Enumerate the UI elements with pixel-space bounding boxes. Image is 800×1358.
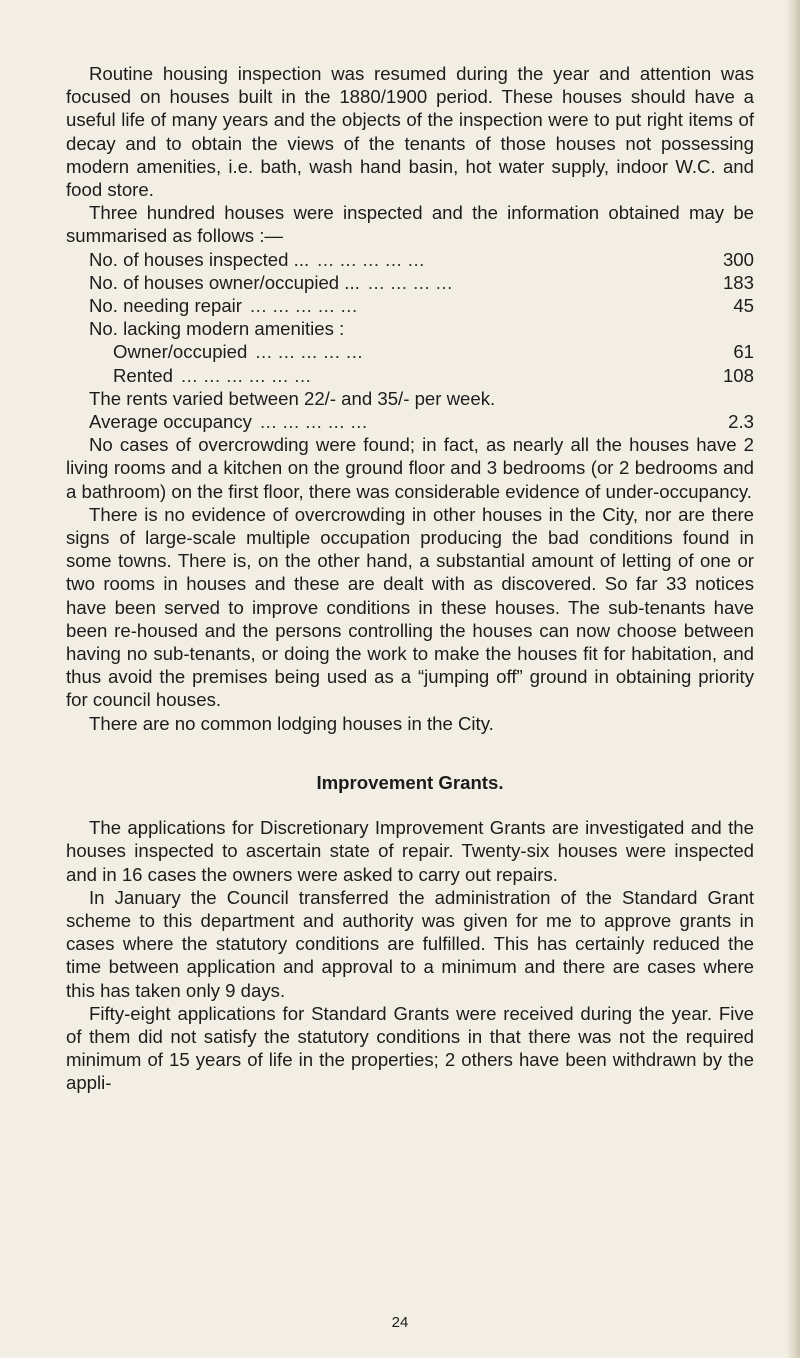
lodging-paragraph: There are no common lodging houses in the City. [89,712,494,734]
stat-value: 300 [722,248,754,270]
grants-paragraph-3: Fifty-eight applications for Standard Grants were received during the year. Five of them did not satisfy the statutory conditions in that there was not the required minimum of 15 years of life in the properties; 2 others have been withdrawn by the appli- [66,1002,754,1094]
leader-dots: ... ... ... ... ... [249,295,358,317]
stat-label: No. lacking modern amenities : [89,318,345,340]
leader-dots: ... ... ... ... [367,271,453,293]
intro-paragraph: Routine housing inspection was resumed during the year and attention was focused on houses built in the 1880/1900 period. These houses should have a useful life of many years and the objects of the inspection were to put right items of decay and to obtain the views of the tenants of those houses not possessing modern amenities, i.e. bath, wash hand basin, hot water supply, indoor W.C. and food store. [66,63,754,201]
stat-label: No. of houses owner/occupied ... [89,271,360,293]
stat-value: 61 [733,341,754,363]
stat-value: 108 [722,364,754,386]
grants-paragraph-2: In January the Council transferred the administration of the Standard Grant scheme to this department and authority was given for me to approve grants in cases where the statutory conditions are fulfilled. This has certainly reduced the time between application and approval to a minimum and there are cases where this has taken only 9 days. [66,886,754,1001]
stat-row-lacking-owner [66,340,754,363]
stat-label: No. needing repair [89,295,242,317]
document-page [66,62,754,1095]
stat-value: 183 [722,271,754,293]
stat-row-lacking-rented [66,364,754,387]
stat-label: The rents varied between 22/- and 35/- per week. [89,387,496,409]
leader-dots: ... ... ... ... ... [255,341,364,363]
stat-value: 2.3 [728,411,754,433]
housing-stats-list [66,248,754,434]
leader-dots: ... ... ... ... ... [259,411,368,433]
leader-dots: ... ... ... ... ... ... [180,364,312,386]
summary-intro: Three hundred houses were inspected and the information obtained may be summarised as follows :— [66,202,754,247]
section-heading: Improvement Grants. [316,771,504,793]
multiple-occupation-paragraph: There is no evidence of overcrowding in other houses in the City, nor are there signs of large-scale multiple occupation producing the bad conditions found in some towns. There is, on the other hand, a substantial amount of letting of one or two rooms in houses and these are dealt with as discovered. So far 33 notices have been served to improve conditions in these houses. The sub-tenants have been re-housed and the persons controlling the houses can now choose between having no sub-tenants, or doing the work to make the houses fit for habitation, and thus avoid the premises being used as a “jumping off” ground in obtaining priority for council houses. [66,503,754,711]
stat-row-needing-repair [66,294,754,317]
stat-row-occupancy [66,410,754,433]
leader-dots: ... ... ... ... ... [317,248,425,270]
page-edge-shadow [786,0,800,1358]
stat-label: Owner/occupied [113,341,248,363]
stat-label: No. of houses inspected ... [89,248,310,270]
stat-row-owner-occupied [66,271,754,294]
stat-label: Average occupancy [89,411,252,433]
stat-row-rents [66,387,754,410]
stat-label: Rented [113,364,173,386]
overcrowding-paragraph: No cases of overcrowding were found; in fact, as nearly all the houses have 2 living rooms and a kitchen on the ground floor and 3 bedrooms (or 2 bedrooms and a bathroom) on the first floor, there was considerable evidence of under-occupancy. [66,434,754,502]
stat-row-lacking-amenities [66,317,754,340]
stat-row-inspected [66,248,754,271]
page-number: 24 [391,1314,409,1331]
stat-value: 45 [733,295,754,317]
grants-paragraph-1: The applications for Discretionary Improvement Grants are investigated and the houses inspected to ascertain state of repair. Twenty-six houses were inspected and in 16 cases the owners were asked to carry out repairs. [66,817,754,885]
